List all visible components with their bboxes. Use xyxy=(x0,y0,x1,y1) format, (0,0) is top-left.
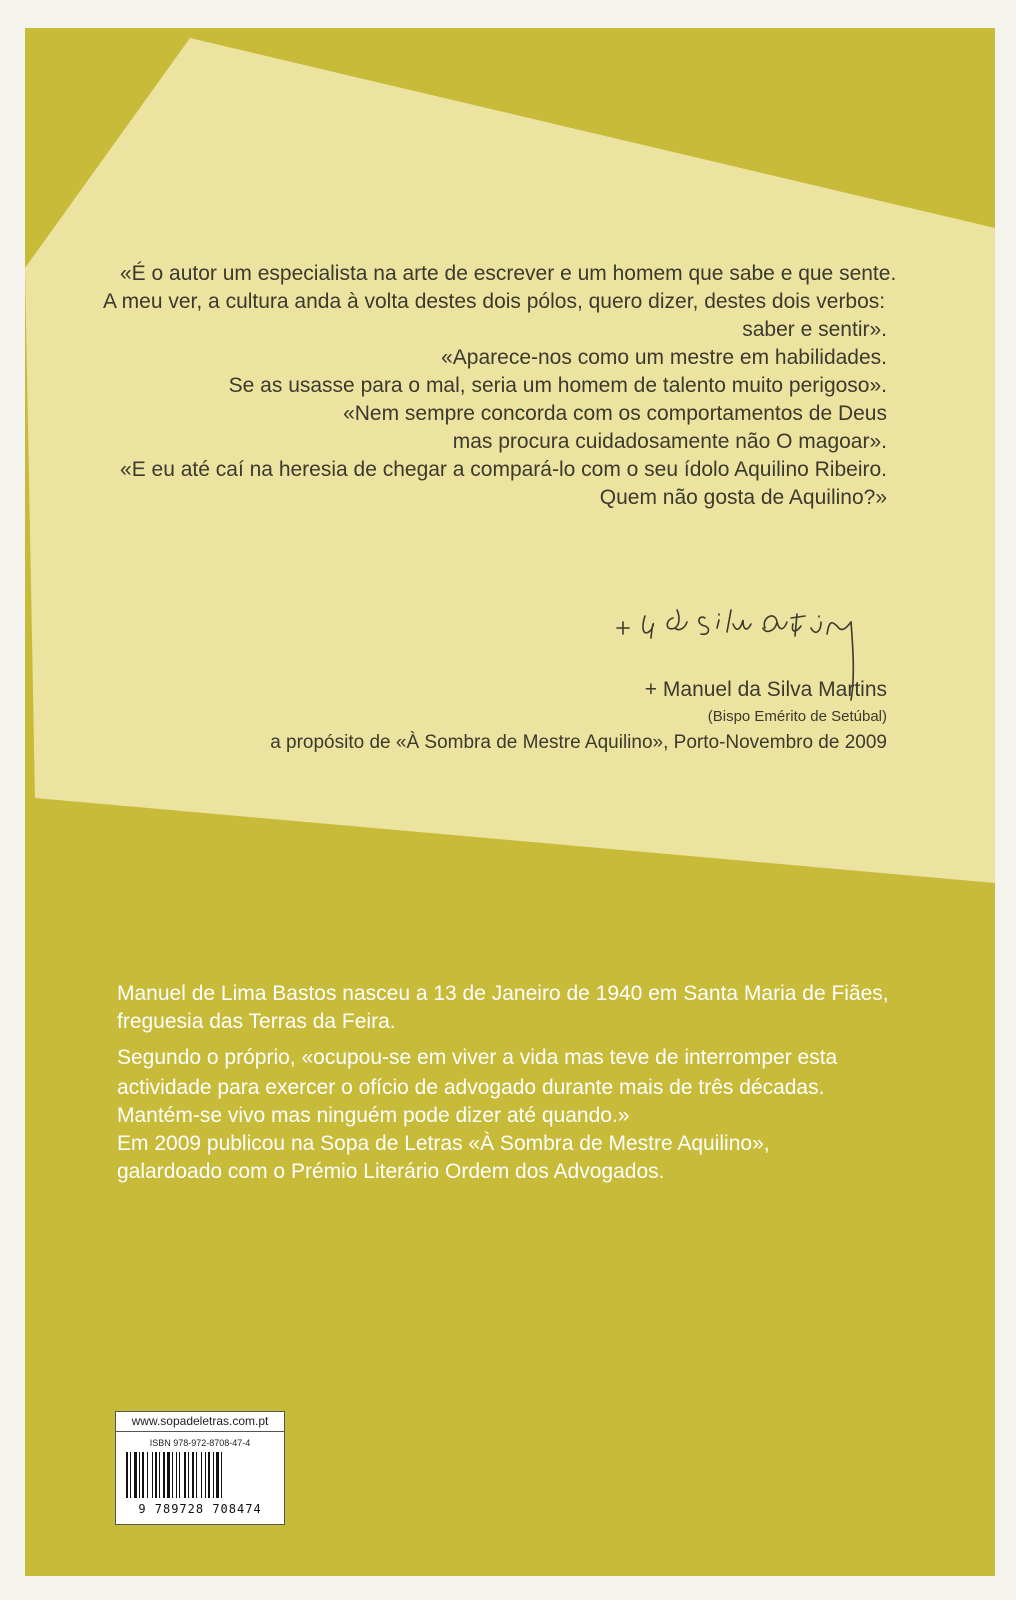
bio-line-3: Segundo o próprio, «ocupou-se em viver a vida mas teve de interromper esta xyxy=(117,1046,838,1069)
barcode-bar xyxy=(196,1452,197,1498)
bio-line-6: Em 2009 publicou na Sopa de Letras «À Sombra de Mestre Aquilino», xyxy=(117,1132,770,1155)
signature-context: a propósito de «À Sombra de Mestre Aquilino», Porto-Novembro de 2009 xyxy=(270,732,887,753)
barcode-divider xyxy=(116,1431,284,1432)
barcode-bar xyxy=(126,1452,128,1498)
quote-line-6: «Nem sempre concorda com os comportamentos de Deus xyxy=(343,402,887,425)
barcode-bar xyxy=(139,1452,140,1498)
barcode-bar xyxy=(184,1452,186,1498)
barcode-bar xyxy=(216,1452,219,1498)
barcode-bar xyxy=(213,1452,214,1498)
barcode-bar xyxy=(208,1452,210,1498)
bio-line-2: freguesia das Terras da Feira. xyxy=(117,1010,396,1033)
barcode-bar xyxy=(152,1452,153,1498)
barcode-bar xyxy=(201,1452,202,1498)
barcode-bar xyxy=(179,1452,180,1498)
barcode-icon xyxy=(124,1452,276,1500)
publisher-url: www.sopadeletras.com.pt xyxy=(131,1414,269,1428)
barcode-bar xyxy=(134,1452,137,1498)
barcode-block xyxy=(115,1411,285,1525)
barcode-bar xyxy=(221,1452,222,1498)
quote-line-1: «É o autor um especialista na arte de escrever e um homem que sabe e que sente. xyxy=(120,262,897,285)
barcode-bar xyxy=(172,1452,173,1498)
bio-line-5: Mantém-se vivo mas ninguém pode dizer até quando.» xyxy=(117,1104,630,1127)
barcode-bar xyxy=(163,1452,165,1498)
quote-line-9: Quem não gosta de Aquilino?» xyxy=(599,486,887,509)
quote-line-4: «Aparece-nos como um mestre em habilidades. xyxy=(441,346,887,369)
barcode-bar xyxy=(159,1452,160,1498)
isbn-label: ISBN 978-972-8708-47-4 xyxy=(149,1438,251,1448)
barcode-bar xyxy=(176,1452,177,1498)
quote-line-7: mas procura cuidadosamente não O magoar». xyxy=(452,430,887,453)
barcode-bar xyxy=(155,1452,157,1498)
bio-line-1: Manuel de Lima Bastos nasceu a 13 de Janeiro de 1940 em Santa Maria de Fiães, xyxy=(117,982,889,1005)
bio-line-7: galardoado com o Prémio Literário Ordem dos Advogados. xyxy=(117,1160,665,1183)
light-quote-panel xyxy=(25,28,995,1576)
quote-line-3: saber e sentir». xyxy=(742,318,887,341)
barcode-bar xyxy=(130,1452,131,1498)
barcode-bar xyxy=(147,1452,148,1498)
barcode-bar xyxy=(192,1452,194,1498)
quote-line-5: Se as usasse para o mal, seria um homem de talento muito perigoso». xyxy=(228,374,887,397)
barcode-digits: 9 789728 708474 xyxy=(138,1502,262,1516)
signatory-title: (Bispo Emérito de Setúbal) xyxy=(707,708,887,725)
bio-line-4: actividade para exercer o ofício de advogado durante mais de três décadas. xyxy=(117,1076,825,1099)
barcode-bar xyxy=(205,1452,206,1498)
signatory-name: + Manuel da Silva Martins xyxy=(644,678,887,701)
barcode-bar xyxy=(188,1452,189,1498)
barcode-bar xyxy=(142,1452,144,1498)
back-cover xyxy=(25,28,995,1576)
barcode-bar xyxy=(167,1452,170,1498)
quote-line-8: «E eu até caí na heresia de chegar a compará-lo com o seu ídolo Aquilino Ribeiro. xyxy=(120,458,887,481)
quote-line-2: A meu ver, a cultura anda à volta destes dois pólos, quero dizer, destes dois verbos: xyxy=(103,290,886,313)
